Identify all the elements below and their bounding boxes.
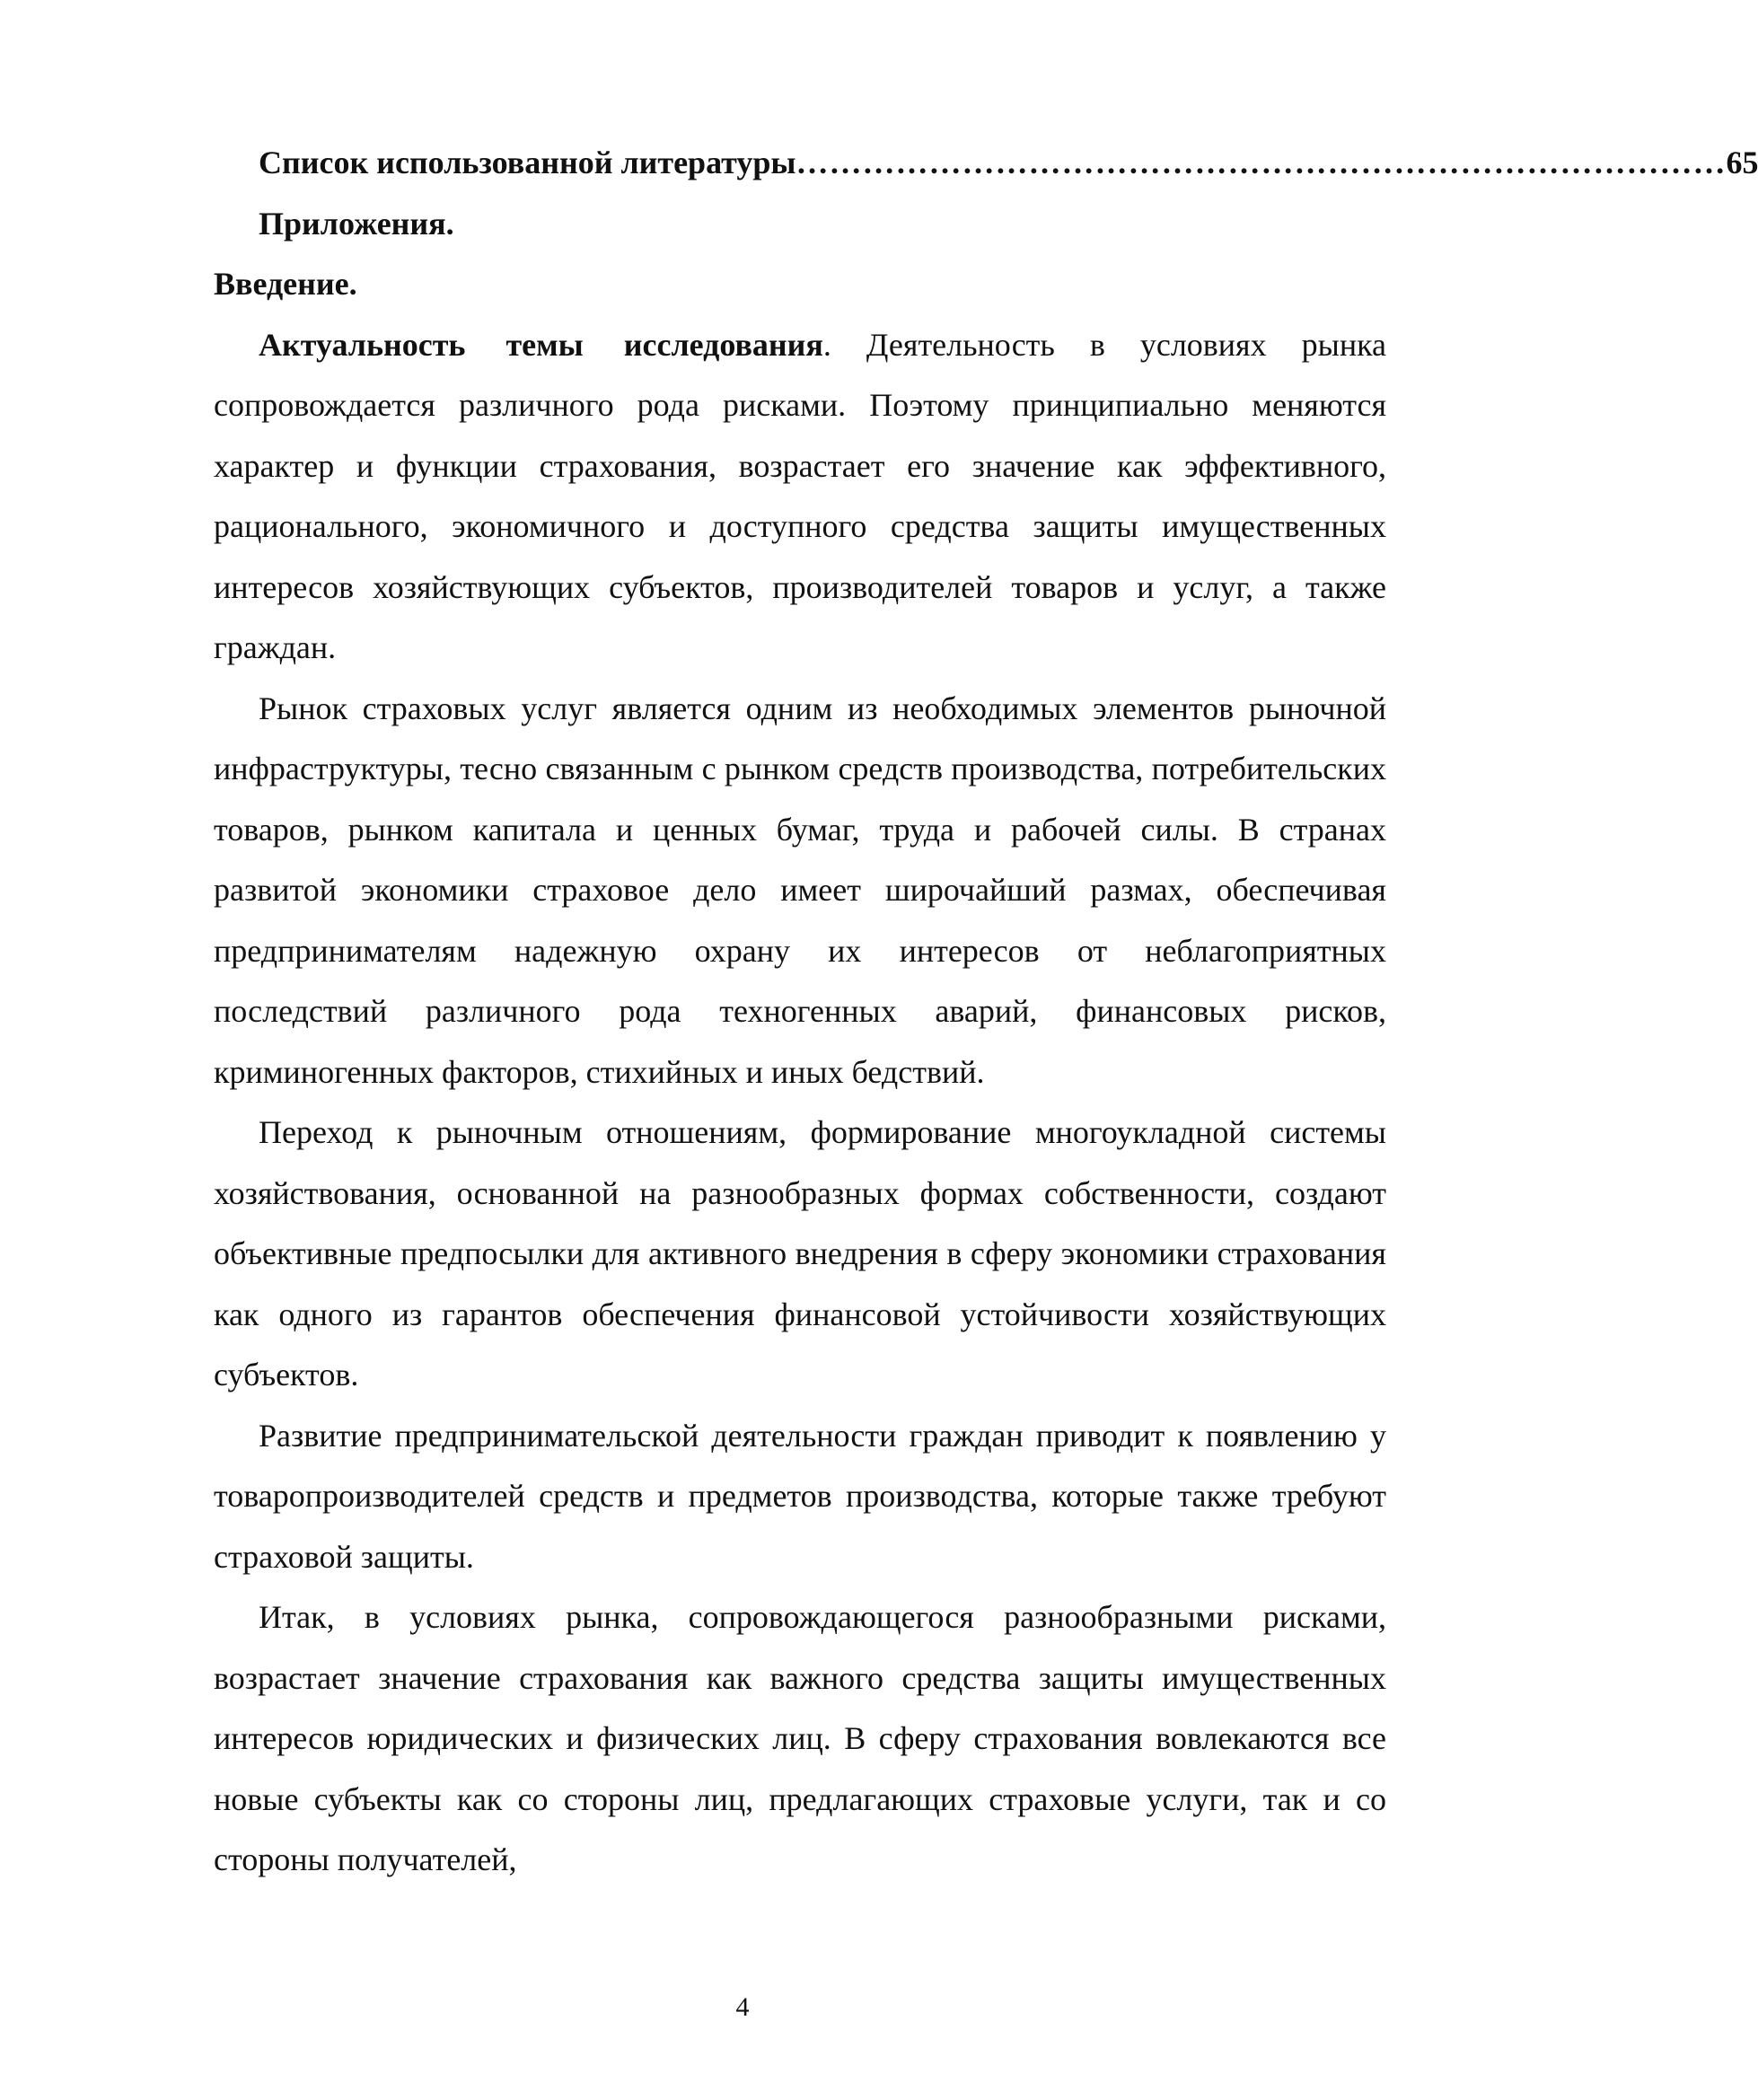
toc-entry-bibliography [214,133,1758,194]
paragraph-relevance [214,315,1386,679]
page-content [214,133,1758,1891]
toc-bibliography-label: Список использованной литературы [259,145,796,180]
toc-bibliography-page: 65 [1726,145,1758,180]
paragraph-entrepreneurship: Развитие предпринимательской деятельности граждан приводит к появлению у товаропроизводителей средств и предметов производства, которые также требуют страховой защиты. [214,1417,1386,1575]
paragraph-relevance-text: . Деятельность в условиях рынка сопровождается различного рода рисками. Поэтому принципиально меняются характер и функции страхования, возрастает его значение как эффективного, рационального, экономичного и доступного средства защиты имущественных интересов хозяйствующих субъектов, производителей товаров и услуг, а также граждан. [214,326,1387,665]
toc-leader-dots: ………………………………………………………………………… [795,145,1727,180]
toc-entry-appendices: Приложения. [259,205,454,242]
paragraph-conclusion: Итак, в условиях рынка, сопровождающегося разнообразными рисками, возрастает значение страхования как важного средства защиты имущественных интересов юридических и физических лиц. В сферу страхования вовлекаются все новые субъекты как со стороны лиц, предлагающих страховые услуги, так и со стороны получателей, [214,1599,1386,1877]
paragraph-market-transition: Переход к рыночным отношениям, формирование многоукладной системы хозяйствования, основанной на разнообразных формах собственности, создают объективные предпосылки для активного внедрения в сферу экономики страхования как одного из гарантов обеспечения финансовой устойчивости хозяйствующих субъектов. [214,1114,1386,1393]
paragraph-relevance-lead: Актуальность темы исследования [259,326,823,363]
paragraph-insurance-market: Рынок страховых услуг является одним из необходимых элементов рыночной инфраструктуры, тесно связанным с рынком средств производства, потребительских товаров, рынком капитала и ценных бумаг, труда и рабочей силы. В странах развитой экономики страховое дело имеет широчайший размах, обеспечивая предпринимателям надежную охрану их интересов от неблагоприятных последствий различного рода техногенных аварий, финансовых рисков, криминогенных факторов, стихийных и иных бедствий. [214,690,1386,1090]
introduction-heading: Введение. [214,266,357,302]
page-number: 4 [735,1992,750,2022]
